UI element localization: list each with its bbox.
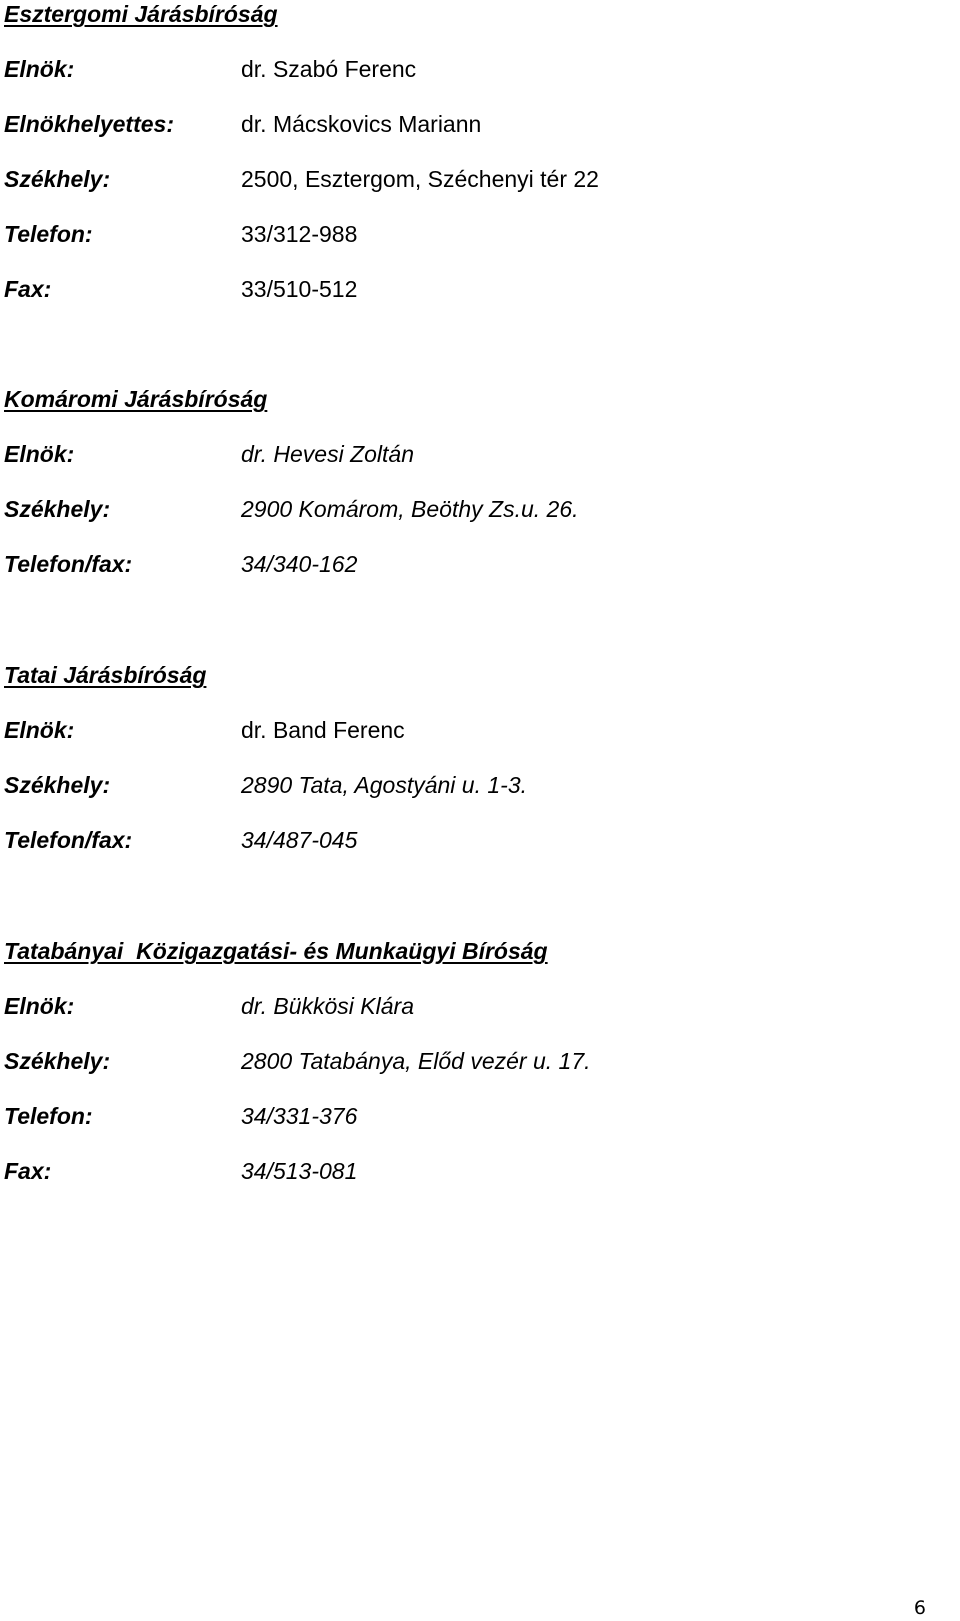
court-row-telefon-fax <box>4 550 944 578</box>
court-row-elnok <box>4 992 944 1020</box>
court-row-szekhely <box>4 165 944 193</box>
row-label: Fax: <box>4 1158 52 1184</box>
row-value: dr. Band Ferenc <box>241 717 405 743</box>
row-value: 34/340-162 <box>241 551 358 577</box>
page-number: 6 <box>913 1597 926 1619</box>
row-label: Telefon/fax: <box>4 551 133 577</box>
row-label: Székhely: <box>4 166 111 192</box>
row-label: Székhely: <box>4 1048 111 1074</box>
row-value: 2800 Tatabánya, Előd vezér u. 17. <box>241 1048 591 1074</box>
row-label: Elnök: <box>4 56 75 82</box>
court-title: Tatabányai Közigazgatási- és Munkaügyi Bíróság <box>4 938 548 964</box>
row-value: 33/510-512 <box>241 276 358 302</box>
court-row-telefon-fax <box>4 826 944 854</box>
court-row-elnok <box>4 55 944 83</box>
row-value: 34/513-081 <box>241 1158 358 1184</box>
row-label: Székhely: <box>4 772 111 798</box>
row-label: Elnökhelyettes: <box>4 111 174 137</box>
row-value: 34/487-045 <box>241 827 358 853</box>
court-row-telefon <box>4 220 944 248</box>
row-label: Telefon: <box>4 1103 93 1129</box>
row-label: Telefon/fax: <box>4 827 133 853</box>
row-label: Elnök: <box>4 717 75 743</box>
court-row-fax <box>4 275 944 303</box>
row-value: 33/312-988 <box>241 221 358 247</box>
court-row-szekhely <box>4 771 944 799</box>
court-title: Komáromi Járásbíróság <box>4 386 268 412</box>
court-row-fax <box>4 1157 944 1185</box>
court-row-szekhely <box>4 1047 944 1075</box>
row-label: Fax: <box>4 276 52 302</box>
court-row-telefon <box>4 1102 944 1130</box>
row-value: 2500, Esztergom, Széchenyi tér 22 <box>241 166 599 192</box>
court-row-elnokhelyettes <box>4 110 944 138</box>
court-row-szekhely <box>4 495 944 523</box>
row-label: Elnök: <box>4 993 75 1019</box>
court-title: Esztergomi Járásbíróság <box>4 1 278 27</box>
row-value: dr. Szabó Ferenc <box>241 56 417 82</box>
row-label: Telefon: <box>4 221 93 247</box>
row-value: dr. Hevesi Zoltán <box>241 441 414 467</box>
court-row-elnok <box>4 716 944 744</box>
row-value: 2900 Komárom, Beöthy Zs.u. 26. <box>241 496 579 522</box>
row-value: 34/331-376 <box>241 1103 358 1129</box>
row-label: Elnök: <box>4 441 75 467</box>
court-row-elnok <box>4 440 944 468</box>
row-value: dr. Bükkösi Klára <box>241 993 414 1019</box>
row-value: 2890 Tata, Agostyáni u. 1-3. <box>241 772 527 798</box>
court-title: Tatai Járásbíróság <box>4 662 207 688</box>
row-value: dr. Mácskovics Mariann <box>241 111 482 137</box>
row-label: Székhely: <box>4 496 111 522</box>
